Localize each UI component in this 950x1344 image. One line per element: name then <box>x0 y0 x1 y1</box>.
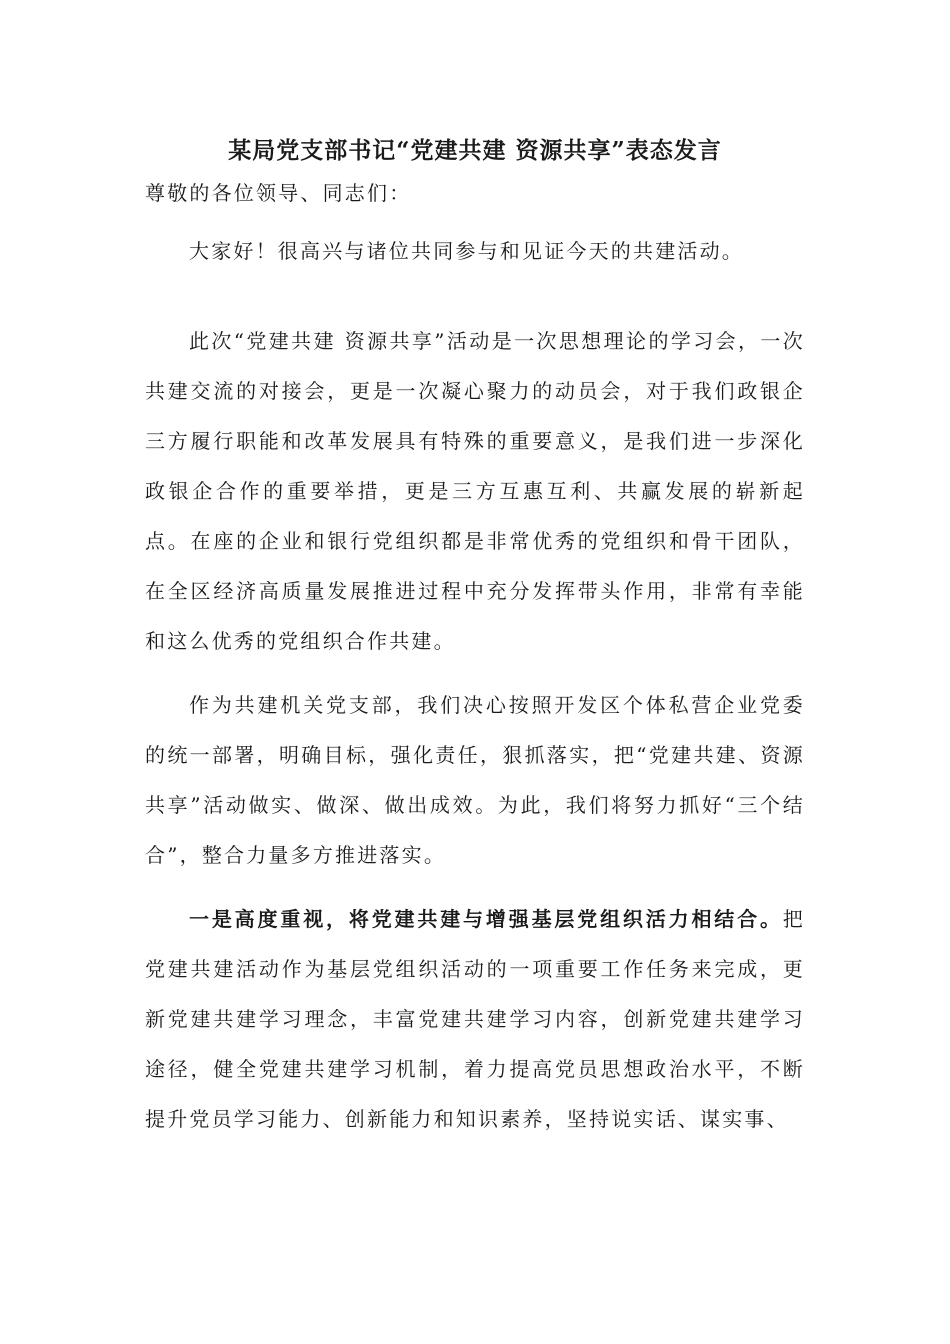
paragraph-body: 把党建共建活动作为基层党组织活动的一项重要工作任务来完成，更新党建共建学习理念，丰富党建共建学习内容，创新党建共建学习途径，健全党建共建学习机制，着力提高党员思想政治水平，不断提升党员学习能力、创新能力和知识素养，坚持说实话、谋实事、 <box>145 907 805 1131</box>
paragraph-lead-heading: 一是高度重视，将党建共建与增强基层党组织活力相结合。 <box>189 907 783 931</box>
paragraph-activity-significance: 此次“党建共建 资源共享”活动是一次思想理论的学习会，一次共建交流的对接会，更是一次凝心聚力的动员会，对于我们政银企三方履行职能和改革发展具有特殊的重要意义，是我们进一步深化政银企合作的重要举措，更是三方互惠互利、共赢发展的崭新起点。在座的企业和银行党组织都是非常优秀的党组织和骨干团队，在全区经济高质量发展推进过程中充分发挥带头作用，非常有幸能和这么优秀的党组织合作共建。 <box>145 329 805 653</box>
paragraph-commitment: 作为共建机关党支部，我们决心按照开发区个体私营企业党委的统一部署，明确目标，强化责任，狠抓落实，把“党建共建、资源共享”活动做实、做深、做出成效。为此，我们将努力抓好“三个结合”，整合力量多方推进落实。 <box>145 693 805 867</box>
paragraph-point-one <box>145 894 805 1144</box>
salutation: 尊敬的各位领导、同志们： <box>145 181 412 205</box>
paragraph-greeting: 大家好！很高兴与诸位共同参与和见证今天的共建活动。 <box>189 239 744 263</box>
document-title: 某局党支部书记“党建共建 资源共享”表态发言 <box>228 137 722 164</box>
